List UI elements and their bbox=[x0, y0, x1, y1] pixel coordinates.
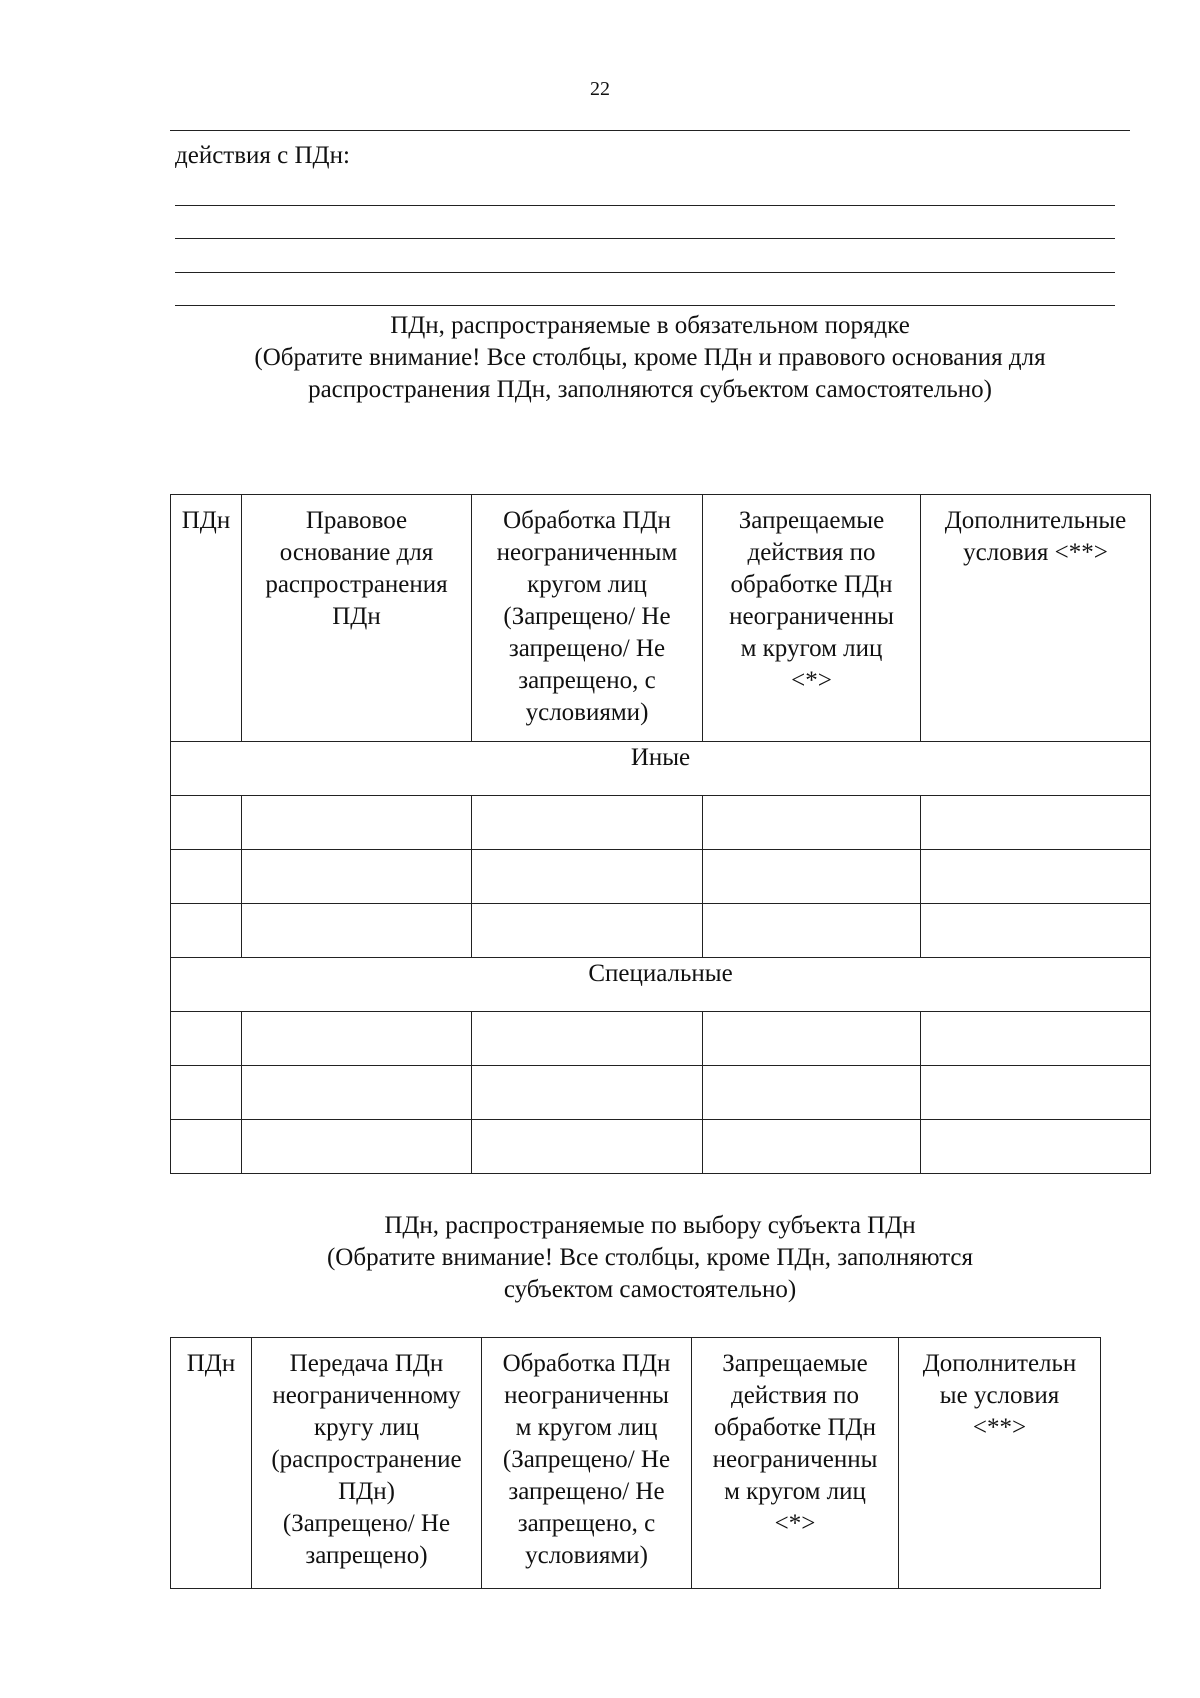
section2-title bbox=[150, 1210, 1150, 1306]
fill-line-3[interactable] bbox=[175, 272, 1115, 273]
header-line: неограниченному bbox=[272, 1382, 461, 1409]
header-line: неограниченны bbox=[729, 603, 894, 630]
header-line: м кругом лиц bbox=[724, 1478, 866, 1505]
fill-line-1[interactable] bbox=[175, 205, 1115, 206]
header-pd bbox=[171, 1338, 252, 1589]
section2-title-line: субъектом самостоятельно) bbox=[503, 1276, 797, 1303]
table-row bbox=[171, 904, 1151, 958]
table-cell[interactable] bbox=[472, 850, 703, 904]
header-pd bbox=[171, 495, 242, 742]
header-prohibited-actions bbox=[692, 1338, 899, 1589]
table-cell[interactable] bbox=[472, 904, 703, 958]
section2-title-line: ПДн, распространяемые по выбору субъекта ПДн bbox=[384, 1212, 916, 1239]
header-line: Дополнительн bbox=[922, 1350, 1077, 1377]
header-line: ПДн bbox=[186, 1350, 236, 1377]
header-transfer bbox=[252, 1338, 482, 1589]
group-row-other bbox=[171, 742, 1151, 796]
table-cell[interactable] bbox=[921, 904, 1151, 958]
table-cell[interactable] bbox=[472, 1120, 703, 1174]
group-label-special: Специальные bbox=[171, 958, 1151, 1012]
header-line: м кругом лиц bbox=[740, 635, 883, 662]
section1-title bbox=[150, 310, 1150, 406]
header-line: (распространение bbox=[271, 1446, 462, 1473]
table-row bbox=[171, 1012, 1151, 1066]
header-line: ПДн) bbox=[338, 1478, 395, 1505]
table-cell[interactable] bbox=[703, 1066, 921, 1120]
header-line: запрещено, с bbox=[518, 667, 656, 694]
group-row-special bbox=[171, 958, 1151, 1012]
header-line: условия <**> bbox=[963, 539, 1108, 566]
table-cell[interactable] bbox=[171, 796, 242, 850]
table-cell[interactable] bbox=[472, 796, 703, 850]
table-cell[interactable] bbox=[242, 904, 472, 958]
header-line: кругом лиц bbox=[527, 571, 647, 598]
table-cell[interactable] bbox=[171, 1120, 242, 1174]
section1-title-line: распространения ПДн, заполняются субъектом самостоятельно) bbox=[308, 376, 992, 403]
page-number: 22 bbox=[590, 78, 610, 100]
table-cell[interactable] bbox=[242, 1066, 472, 1120]
header-additional-conditions bbox=[899, 1338, 1101, 1589]
header-line: запрещено) bbox=[305, 1542, 428, 1569]
header-prohibited-actions bbox=[703, 495, 921, 742]
header-line: м кругом лиц bbox=[515, 1414, 658, 1441]
header-processing bbox=[472, 495, 703, 742]
header-line: действия по bbox=[747, 539, 876, 566]
header-line: <**> bbox=[972, 1414, 1027, 1441]
header-line: <*> bbox=[791, 667, 832, 694]
header-line: обработке ПДн bbox=[714, 1414, 876, 1441]
header-line: (Запрещено/ Не bbox=[282, 1510, 451, 1537]
table-cell[interactable] bbox=[242, 850, 472, 904]
mandatory-pd-table bbox=[170, 494, 1151, 1174]
header-line: Обработка ПДн bbox=[503, 507, 671, 534]
header-line: запрещено/ Не bbox=[508, 635, 666, 662]
table-cell[interactable] bbox=[171, 850, 242, 904]
table-cell[interactable] bbox=[703, 1012, 921, 1066]
table-cell[interactable] bbox=[472, 1012, 703, 1066]
fill-line-4[interactable] bbox=[175, 305, 1115, 306]
header-rule bbox=[170, 130, 1130, 131]
table-cell[interactable] bbox=[472, 1066, 703, 1120]
table-cell[interactable] bbox=[703, 904, 921, 958]
header-line: неограниченны bbox=[712, 1446, 878, 1473]
table-cell[interactable] bbox=[242, 1120, 472, 1174]
table-row bbox=[171, 850, 1151, 904]
table-row bbox=[171, 1066, 1151, 1120]
header-line: ые условия bbox=[939, 1382, 1060, 1409]
table-row bbox=[171, 1120, 1151, 1174]
header-line: условиями) bbox=[525, 1542, 648, 1569]
table-cell[interactable] bbox=[171, 904, 242, 958]
header-legal-basis bbox=[242, 495, 472, 742]
header-line: ПДн bbox=[332, 603, 381, 630]
table-cell[interactable] bbox=[921, 1012, 1151, 1066]
header-line: ПДн bbox=[181, 507, 231, 534]
header-line: запрещено, с bbox=[517, 1510, 656, 1537]
lead-text: действия с ПДн: bbox=[175, 142, 350, 169]
section1-title-line: (Обратите внимание! Все столбцы, кроме ПДн и правового основания для bbox=[254, 344, 1046, 371]
header-line: <*> bbox=[774, 1510, 816, 1537]
table-cell[interactable] bbox=[703, 850, 921, 904]
fill-line-2[interactable] bbox=[175, 238, 1115, 239]
header-line: запрещено/ Не bbox=[508, 1478, 665, 1505]
header-row bbox=[171, 1338, 1101, 1589]
header-line: неограниченным bbox=[496, 539, 678, 566]
header-line: Запрещаемые bbox=[738, 507, 885, 534]
table-cell[interactable] bbox=[921, 1066, 1151, 1120]
table-cell[interactable] bbox=[171, 1012, 242, 1066]
header-line: основание для bbox=[279, 539, 434, 566]
header-processing bbox=[482, 1338, 692, 1589]
header-line: распространения bbox=[265, 571, 448, 598]
table-cell[interactable] bbox=[703, 796, 921, 850]
group-label-other: Иные bbox=[171, 742, 1151, 796]
table-cell[interactable] bbox=[242, 1012, 472, 1066]
header-additional-conditions bbox=[921, 495, 1151, 742]
header-line: обработке ПДн bbox=[730, 571, 893, 598]
subject-choice-pd-table bbox=[170, 1337, 1101, 1589]
header-line: Дополнительные bbox=[944, 507, 1127, 534]
header-line: (Запрещено/ Не bbox=[503, 603, 671, 630]
table-cell[interactable] bbox=[171, 1066, 242, 1120]
section2-title-line: (Обратите внимание! Все столбцы, кроме ПДн, заполняются bbox=[326, 1244, 974, 1271]
header-line: Обработка ПДн bbox=[502, 1350, 671, 1377]
section1-title-line: ПДн, распространяемые в обязательном порядке bbox=[390, 312, 910, 339]
header-line: Передача ПДн bbox=[289, 1350, 444, 1377]
header-line: Правовое bbox=[305, 507, 408, 534]
table-cell[interactable] bbox=[921, 796, 1151, 850]
header-line: кругу лиц bbox=[313, 1414, 420, 1441]
table-cell[interactable] bbox=[242, 796, 472, 850]
header-line: (Запрещено/ Не bbox=[502, 1446, 671, 1473]
header-line: Запрещаемые bbox=[722, 1350, 868, 1377]
header-line: условиями) bbox=[525, 699, 649, 726]
header-line: действия по bbox=[730, 1382, 860, 1409]
table-cell[interactable] bbox=[703, 1120, 921, 1174]
table-row bbox=[171, 796, 1151, 850]
header-line: неограниченны bbox=[504, 1382, 669, 1409]
table-cell[interactable] bbox=[921, 850, 1151, 904]
header-row bbox=[171, 495, 1151, 742]
table-cell[interactable] bbox=[921, 1120, 1151, 1174]
